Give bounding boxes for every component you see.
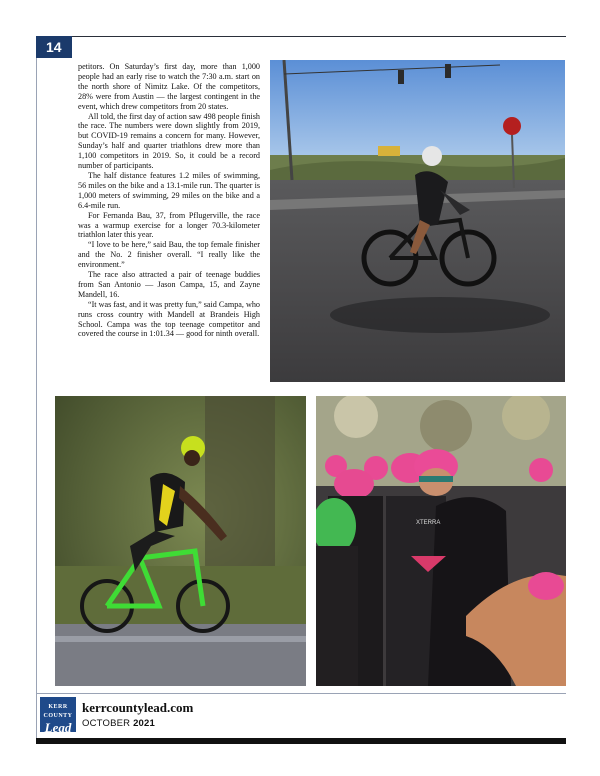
site-url[interactable]: kerrcountylead.com xyxy=(82,700,194,715)
photo-cyclist-green-bike xyxy=(55,396,306,686)
issue-date xyxy=(82,718,155,729)
swimmers-pink-caps-photo-icon xyxy=(316,396,566,686)
article-paragraph: For Fernanda Bau, 37, from Pflugerville, the race was a warmup exercise for a longer 70.3-kilometer triathlon later this year. xyxy=(78,210,260,240)
logo-main-text: Lead xyxy=(44,720,72,735)
kerr-county-lead-logo xyxy=(40,697,76,735)
issue-year: 2021 xyxy=(133,718,155,729)
bottom-bar xyxy=(36,738,566,744)
footer-rule xyxy=(36,693,566,694)
cyclist-green-bike-photo-icon xyxy=(55,396,306,686)
photo-swimmers xyxy=(316,396,566,686)
article-paragraph: The half distance features 1.2 miles of swimming, 56 miles on the bike and a 13.1-mile run. The quarter is 1,000 meters of swimming, 29 miles on the bike and a 6.4-mile run. xyxy=(78,170,260,210)
logo-top-text: KERR COUNTY xyxy=(43,704,73,719)
article-paragraph: “I love to be here,” said Bau, the top female finisher and the No. 2 finisher overall. “I really like the environment.” xyxy=(78,240,260,270)
issue-month: OCTOBER xyxy=(82,718,131,729)
article-body xyxy=(78,62,260,339)
article-paragraph: All told, the first day of action saw 498 people finish the race. The numbers were down slightly from 2019, but COVID-19 remains a concern for many. However, Sunday’s half and quarter triathlons drew more than 1,100 competitors in 2019. So, it could be a record number of participants. xyxy=(78,111,260,171)
cyclist-road-photo-icon xyxy=(270,60,565,382)
article-paragraph: “It was fast, and it was pretty fun,” said Campa, who runs cross country with Mandell at Brandeis High School. Campa was the top teenage competitor and covered the course in 1:01.34 — good for ninth overall. xyxy=(78,299,260,339)
page-number: 14 xyxy=(36,36,72,58)
article-paragraph: petitors. On Saturday’s first day, more than 1,000 people had an early rise to watch the 7:30 a.m. start on the north shore of Nimitz Lake. Of the competitors, 28% were from Austin — the largest contingent in the event, which drew competitors from 20 states. xyxy=(78,62,260,111)
wetsuit-brand-text: XTERRA xyxy=(416,520,441,526)
article-paragraph: The race also attracted a pair of teenage buddies from San Antonio — Jason Campa, 15, and Zayne Mandell, 16. xyxy=(78,270,260,299)
photo-cyclist-road xyxy=(270,60,565,382)
